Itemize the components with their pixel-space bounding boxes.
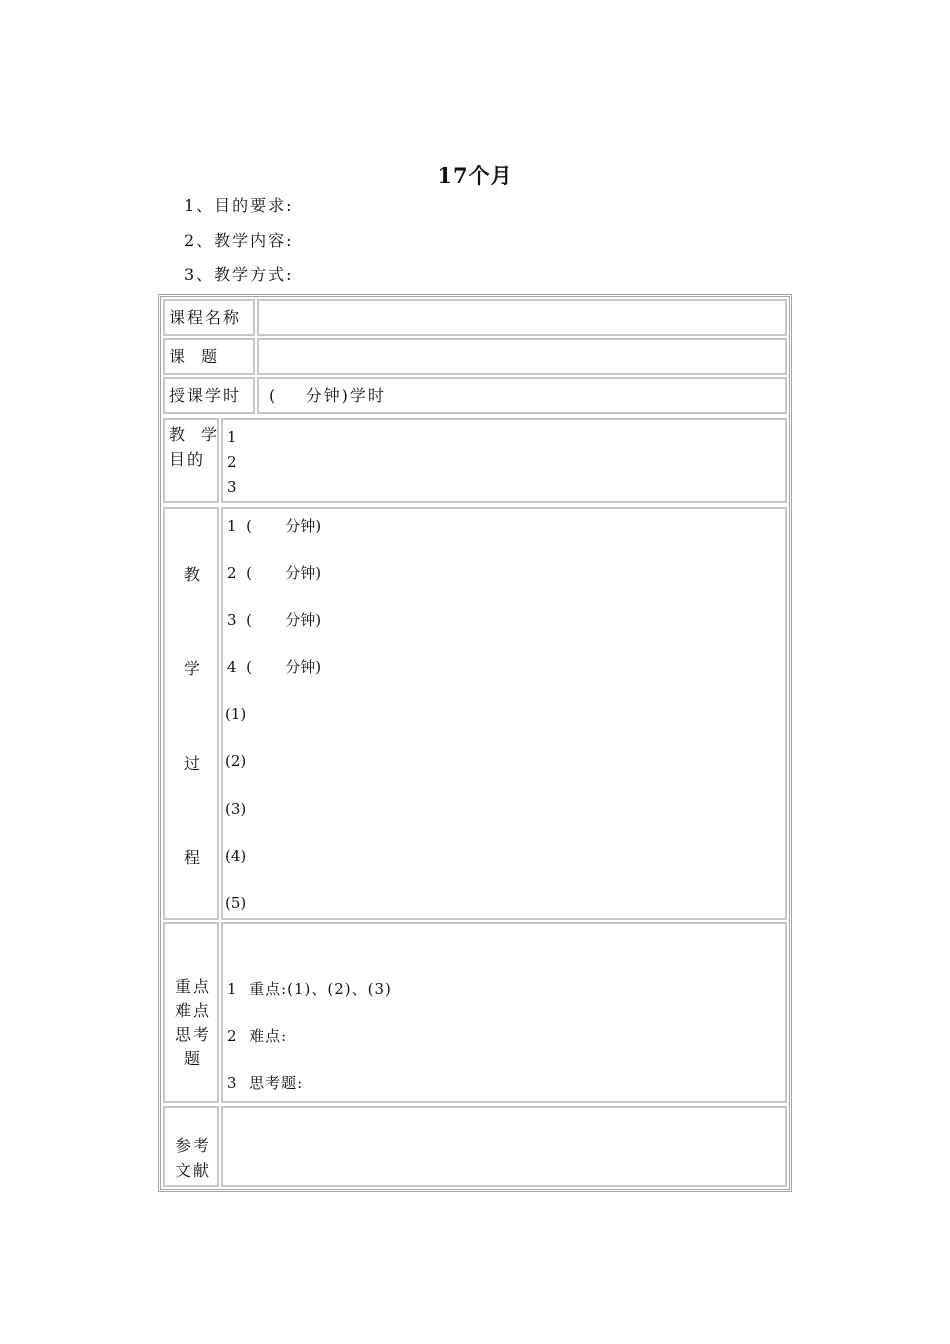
- refs-label-line-1: 参考: [175, 1136, 212, 1155]
- key-points-line: 1 重点:(1)、(2)、(3): [227, 980, 392, 998]
- hours-value: ( 分钟)学时: [269, 386, 386, 405]
- refs-value-cell: [221, 1106, 787, 1187]
- intro-item-content: 2、教学内容:: [184, 231, 294, 250]
- objectives-label-line-1: 教 学: [169, 425, 220, 444]
- key-label-line-3: 思考: [175, 1025, 212, 1044]
- objectives-label-line-2: 目的: [169, 450, 206, 469]
- course-name-label-cell: [163, 299, 255, 336]
- course-name-value-cell: [257, 299, 787, 336]
- page-title: 17个月: [437, 163, 513, 188]
- process-sub-2: (2): [225, 752, 247, 770]
- process-label-char-3: 过: [184, 754, 201, 773]
- process-step-2: 2 ( 分钟): [227, 564, 322, 582]
- key-label-line-4: 题: [184, 1049, 203, 1068]
- objective-item-1: 1: [227, 428, 237, 446]
- intro-item-objectives: 1、目的要求:: [184, 196, 294, 215]
- process-step-4: 4 ( 分钟): [227, 658, 322, 676]
- objective-item-2: 2: [227, 453, 237, 471]
- process-label-char-4: 程: [184, 848, 201, 867]
- process-sub-1: (1): [225, 705, 247, 723]
- key-value-cell: [221, 922, 787, 1103]
- process-sub-5: (5): [225, 894, 247, 912]
- process-label-char-2: 学: [184, 659, 201, 678]
- process-step-1: 1 ( 分钟): [227, 517, 322, 535]
- questions-line: 3 思考题:: [227, 1074, 304, 1092]
- refs-label-line-2: 文献: [175, 1161, 212, 1180]
- process-label-char-1: 教: [184, 565, 201, 584]
- process-sub-4: (4): [225, 847, 247, 865]
- key-label-line-1: 重点: [175, 977, 212, 996]
- hours-label-cell: [163, 377, 255, 414]
- process-label-cell: [163, 507, 219, 920]
- topic-label: 课 题: [169, 347, 220, 366]
- course-name-label: 课程名称: [169, 308, 242, 327]
- objective-item-3: 3: [227, 478, 237, 496]
- topic-value-cell: [257, 338, 787, 375]
- key-label-cell: [163, 922, 219, 1103]
- objectives-value-cell: [221, 418, 787, 503]
- lesson-plan-table: [158, 294, 792, 1192]
- hours-value-cell: [257, 377, 787, 414]
- key-label-line-2: 难点: [175, 1001, 212, 1020]
- process-value-cell: [221, 507, 787, 920]
- objectives-label-cell: [163, 418, 219, 503]
- intro-item-method: 3、教学方式:: [184, 265, 294, 284]
- process-step-3: 3 ( 分钟): [227, 611, 322, 629]
- hours-label: 授课学时: [169, 386, 242, 405]
- process-sub-3: (3): [225, 800, 247, 818]
- topic-label-cell: [163, 338, 255, 375]
- refs-label-cell: [163, 1106, 219, 1187]
- difficulties-line: 2 难点:: [227, 1027, 288, 1045]
